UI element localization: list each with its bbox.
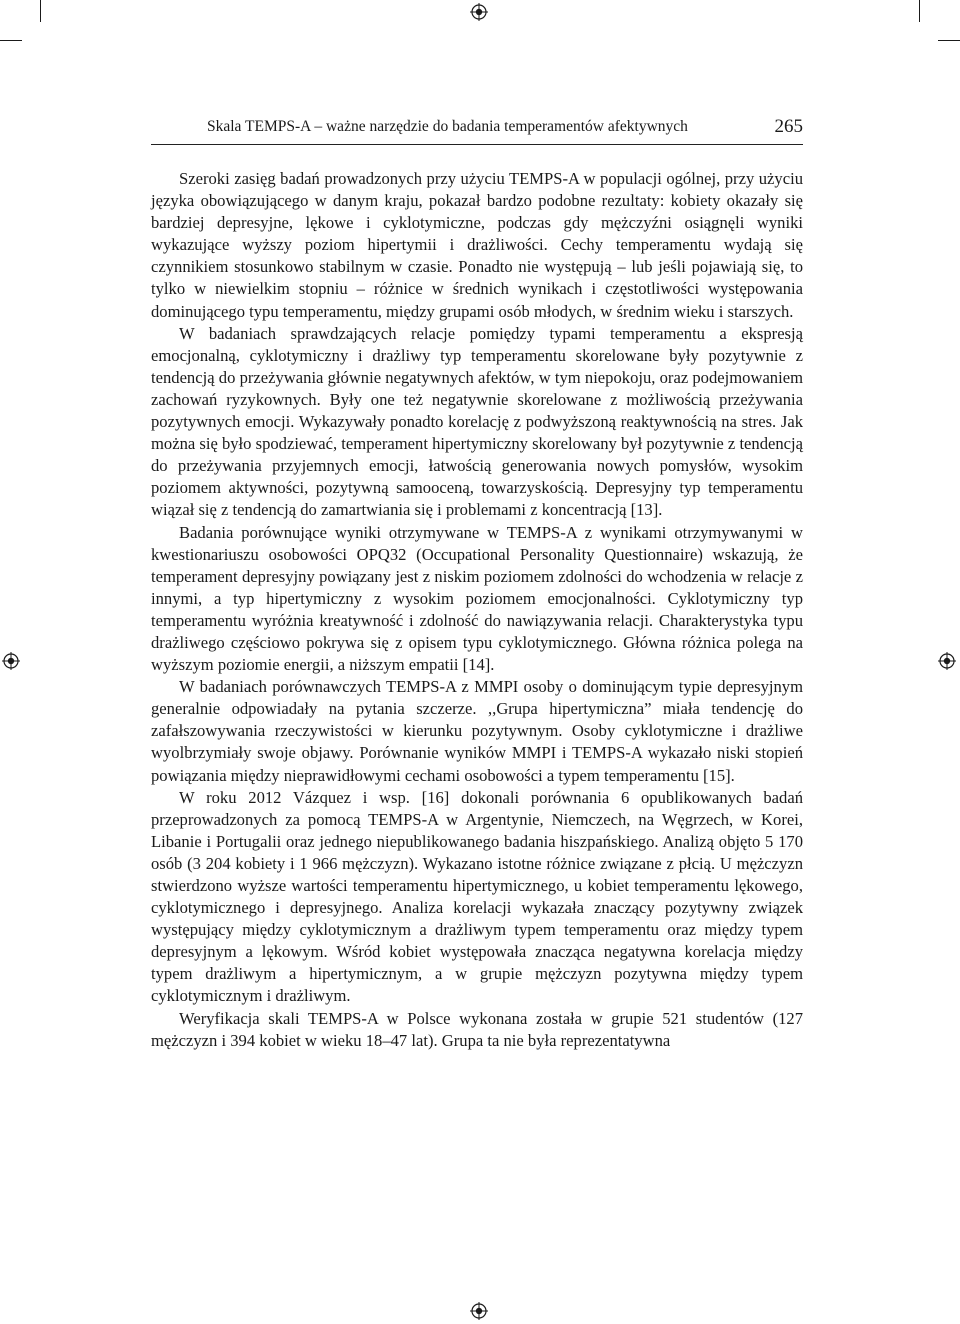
registration-mark-bottom-icon: [470, 1302, 488, 1320]
registration-mark-right-icon: [938, 652, 956, 670]
registration-mark-left-icon: [2, 652, 20, 670]
page-number: 265: [774, 116, 803, 137]
crop-mark-top-left-vertical: [40, 0, 41, 22]
paragraph: W badaniach porównawczych TEMPS-A z MMPI osoby o dominującym typie depresyjnym generalnie odpowiadały na pytania szczerze. ,,Grupa hipertymiczna” miała tendencję do zafałszowywania rzeczywistości w kierunku pozytywnym. Osoby cyklotymiczne i drażliwe wyolbrzymiały swoje objawy. Porównanie wyników MMPI i TEMPS-A wykazało niski stopień powiązania między nieprawidłowymi cechami osobowości a typem temperamentu [15].: [151, 677, 803, 785]
paragraph: W badaniach sprawdzających relacje pomiędzy typami temperamentu a ekspresją emocjonalną, cyklotymiczny i drażliwy typ temperamentu skorelowane były pozytywnie z tendencją do przeżywania głównie negatywnych afektów, w tym niepokoju, oraz podejmowaniem zachowań ryzykownych. Były one też negatywnie skorelowane z możliwością przeżywania pozytywnych emocji. Wykazywały ponadto korelację z podwyższoną reaktywnością na stres. Jak można się było spodziewać, temperament hipertymiczny skorelowany był pozytywnie z tendencją do przeżywania przyjemnych emocji, łatwością generowania nowych pomysłów, wysokim poziomem aktywności, pozytywną samooceną, towarzyskością. Depresyjny typ temperamentu wiązał się z tendencją do zamartwiania się i problemami z koncentracją [13].: [151, 323, 804, 520]
registration-mark-top-icon: [470, 3, 488, 21]
crop-mark-top-right-vertical: [919, 0, 920, 22]
crop-mark-top-right-horizontal: [938, 40, 960, 41]
paragraph: W roku 2012 Vázquez i wsp. [16] dokonali porównania 6 opublikowanych badań przeprowadzonych za pomocą TEMPS-A w Argentynie, Niemczech, na Węgrzech, w Korei, Libanie i Portugalii oraz jednego niepublikowanego badania hiszpańskiego. Analizą objęto 5 170 osób (3 204 kobiety i 1 966 mężczyzn). Wykazano istotne różnice związane z płcią. U mężczyzn stwierdzono wyższe wartości temperamentu hipertymicznego, u kobiet temperamentu lękowego, cyklotymicznego i depresyjnego. Analiza korelacji wykazała znaczący pozytywny związek występujący między cyklotymicznym a drażliwym typem temperamentu oraz między typem depresyjnym a lękowym. Wśród kobiet występowała znacząca negatywna korelacja między typem drażliwym a hipertymicznym, a w grupie mężczyzn pozytywna między typem cyklotymicznym i drażliwym.: [151, 787, 803, 1006]
paragraph: Weryfikacja skali TEMPS-A w Polsce wykonana została w grupie 521 studentów (127 mężczyzn i 394 kobiet w wieku 18–47 lat). Grupa ta nie była reprezentatywna: [151, 1008, 803, 1050]
paragraph: Badania porównujące wyniki otrzymywane w TEMPS-A z wynikami otrzymywanymi w kwestionariuszu osobowości OPQ32 (Occupational Personality Questionnaire) wskazują, że temperament depresyjny powiązany jest z niskim poziomem zdolności do wchodzenia w relacje z innymi, a typ hipertymiczny z wysokim poziomem emocjonalności. Cyklotymiczny typ temperamentu wyróżnia kreatywność i zdolność do nawiązywania relacji. Charakterystyka typu drażliwego częściowo pokrywa się z opisem typu cyklotymicznego. Główna różnica polega na wyższym poziomie energii, a niższym empatii [14].: [151, 522, 803, 675]
paragraph: Szeroki zasięg badań prowadzonych przy użyciu TEMPS-A w populacji ogólnej, przy użyciu języka obowiązującego w danym kraju, pokazał bardzo podobne rezultaty: kobiety okazały się bardziej depresyjne, lękowe i cyklotymiczne, podczas gdy mężczyźni osiągnęli wyniki wykazujące wyższy poziom hipertymii i drażliwości. Cechy temperamentu wydają się czynnikiem stosunkowo stabilnym w czasie. Ponadto nie występują – lub jeśli pojawiają się, to tylko w niewielkim stopniu – różnice w średnich wynikach i częstotliwości występowania dominującego typu temperamentu, między grupami osób młodych, w średnim wieku i starszych.: [151, 169, 803, 321]
crop-mark-top-left-horizontal: [0, 40, 22, 41]
running-title: Skala TEMPS-A – ważne narzędzie do badania temperamentów afektywnych: [207, 118, 688, 135]
body-text: [151, 168, 803, 1052]
running-header: [151, 114, 803, 145]
